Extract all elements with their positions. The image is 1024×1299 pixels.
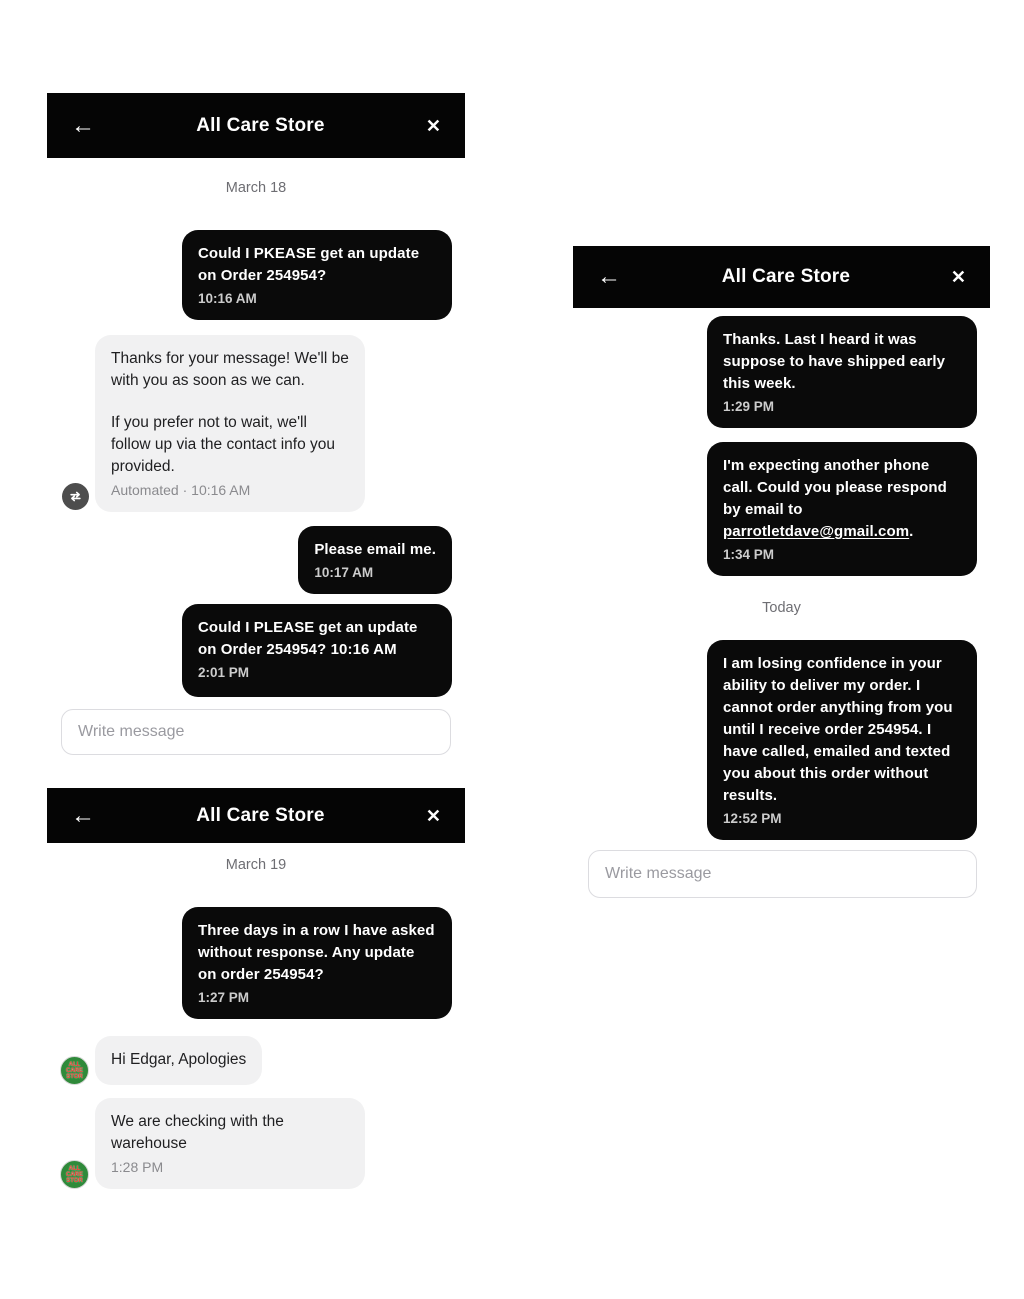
message-row — [573, 640, 990, 840]
chat-title: All Care Store — [196, 114, 325, 136]
message-meta: Automated · 10:16 AM — [111, 482, 251, 498]
message-text: We are checking with the warehouse — [111, 1113, 284, 1152]
chat-header — [47, 788, 465, 843]
received-message-bubble — [95, 1098, 365, 1189]
chat-panel-today — [573, 246, 990, 898]
date-divider: March 18 — [225, 180, 287, 196]
sent-message-bubble — [707, 316, 977, 428]
received-message-bubble — [95, 1036, 262, 1085]
message-text: If you prefer not to wait, we'll follow up via the contact info you provided. — [111, 414, 336, 475]
chat-title: All Care Store — [721, 266, 851, 287]
message-row — [573, 442, 990, 576]
message-text: Hi Edgar, Apologies — [111, 1051, 247, 1068]
chat-panel-march18 — [47, 93, 465, 755]
date-divider: March 19 — [225, 857, 287, 873]
message-row — [47, 1036, 465, 1085]
store-logo-text: CARE — [65, 1171, 83, 1178]
sent-message-bubble — [298, 526, 452, 594]
chat-panel-march19 — [47, 788, 465, 1189]
avatar-column — [62, 483, 95, 512]
store-logo-text: ALL — [68, 1165, 81, 1172]
automated-repeat-icon — [62, 483, 89, 510]
message-time: 10:17 AM — [314, 565, 374, 580]
store-logo-text: STOR — [66, 1177, 83, 1184]
chat-title: All Care Store — [196, 804, 325, 826]
store-logo-text: STOR — [66, 1073, 83, 1080]
message-composer — [61, 709, 451, 755]
message-text: Three days in a row I have asked without response. Any update on order 254954? — [198, 922, 435, 983]
chat-header — [573, 246, 990, 308]
message-text: Thanks. Last I heard it was suppose to have shipped early this week. — [723, 331, 946, 392]
message-meta: 1:28 PM — [111, 1159, 164, 1175]
message-text: Thanks for your message! We'll be with you as soon as we can. — [111, 350, 349, 389]
message-time: 2:01 PM — [198, 665, 250, 680]
sent-message-bubble — [707, 640, 977, 840]
back-arrow-icon[interactable]: ← — [71, 111, 95, 139]
message-row — [47, 335, 465, 512]
avatar-column — [60, 1160, 95, 1189]
write-message-input[interactable] — [62, 723, 450, 741]
sent-message-bubble — [182, 230, 452, 320]
sent-message-bubble — [182, 907, 452, 1019]
message-text-part: . — [909, 523, 914, 540]
message-time: 1:34 PM — [723, 547, 775, 562]
close-icon[interactable]: ✕ — [425, 115, 441, 136]
message-text: I am losing confidence in your ability to deliver my order. I cannot order anything from you until I receive order 254954. I have called, emailed and texted you about this order without results. — [723, 655, 953, 804]
back-arrow-icon[interactable]: ← — [597, 263, 621, 290]
message-composer — [588, 850, 977, 898]
store-logo-text: ALL — [68, 1061, 81, 1068]
chat-header — [47, 93, 465, 158]
received-message-bubble — [95, 335, 365, 512]
date-divider: Today — [762, 600, 801, 616]
store-logo-avatar — [60, 1160, 89, 1189]
write-message-input[interactable] — [589, 865, 976, 883]
sent-message-bubble — [182, 604, 452, 697]
message-row — [47, 526, 465, 594]
message-row — [47, 230, 465, 320]
email-link[interactable]: parrotletdave@gmail.com — [723, 523, 910, 540]
message-row — [47, 907, 465, 1019]
store-logo-avatar — [60, 1056, 89, 1085]
sent-message-bubble — [707, 442, 977, 576]
message-time: 1:29 PM — [723, 399, 775, 414]
message-text-part: I'm expecting another phone call. Could you please respond by email to — [723, 457, 947, 518]
back-arrow-icon[interactable]: ← — [71, 801, 95, 829]
avatar-column — [60, 1056, 95, 1085]
message-time: 12:52 PM — [723, 811, 782, 826]
message-text — [723, 455, 961, 543]
message-text: Could I PLEASE get an update on Order 254954? 10:16 AM — [198, 619, 418, 658]
clipped-message-region — [47, 604, 465, 697]
message-row — [47, 1098, 465, 1189]
message-text: Could I PKEASE get an update on Order 254954? — [198, 245, 420, 284]
close-icon[interactable]: ✕ — [425, 805, 441, 826]
close-icon[interactable]: ✕ — [950, 267, 966, 287]
message-text: Please email me. — [314, 541, 436, 558]
store-logo-text: CARE — [65, 1067, 83, 1074]
message-time: 10:16 AM — [198, 291, 257, 306]
message-row — [573, 316, 990, 428]
message-time: 1:27 PM — [198, 990, 250, 1005]
